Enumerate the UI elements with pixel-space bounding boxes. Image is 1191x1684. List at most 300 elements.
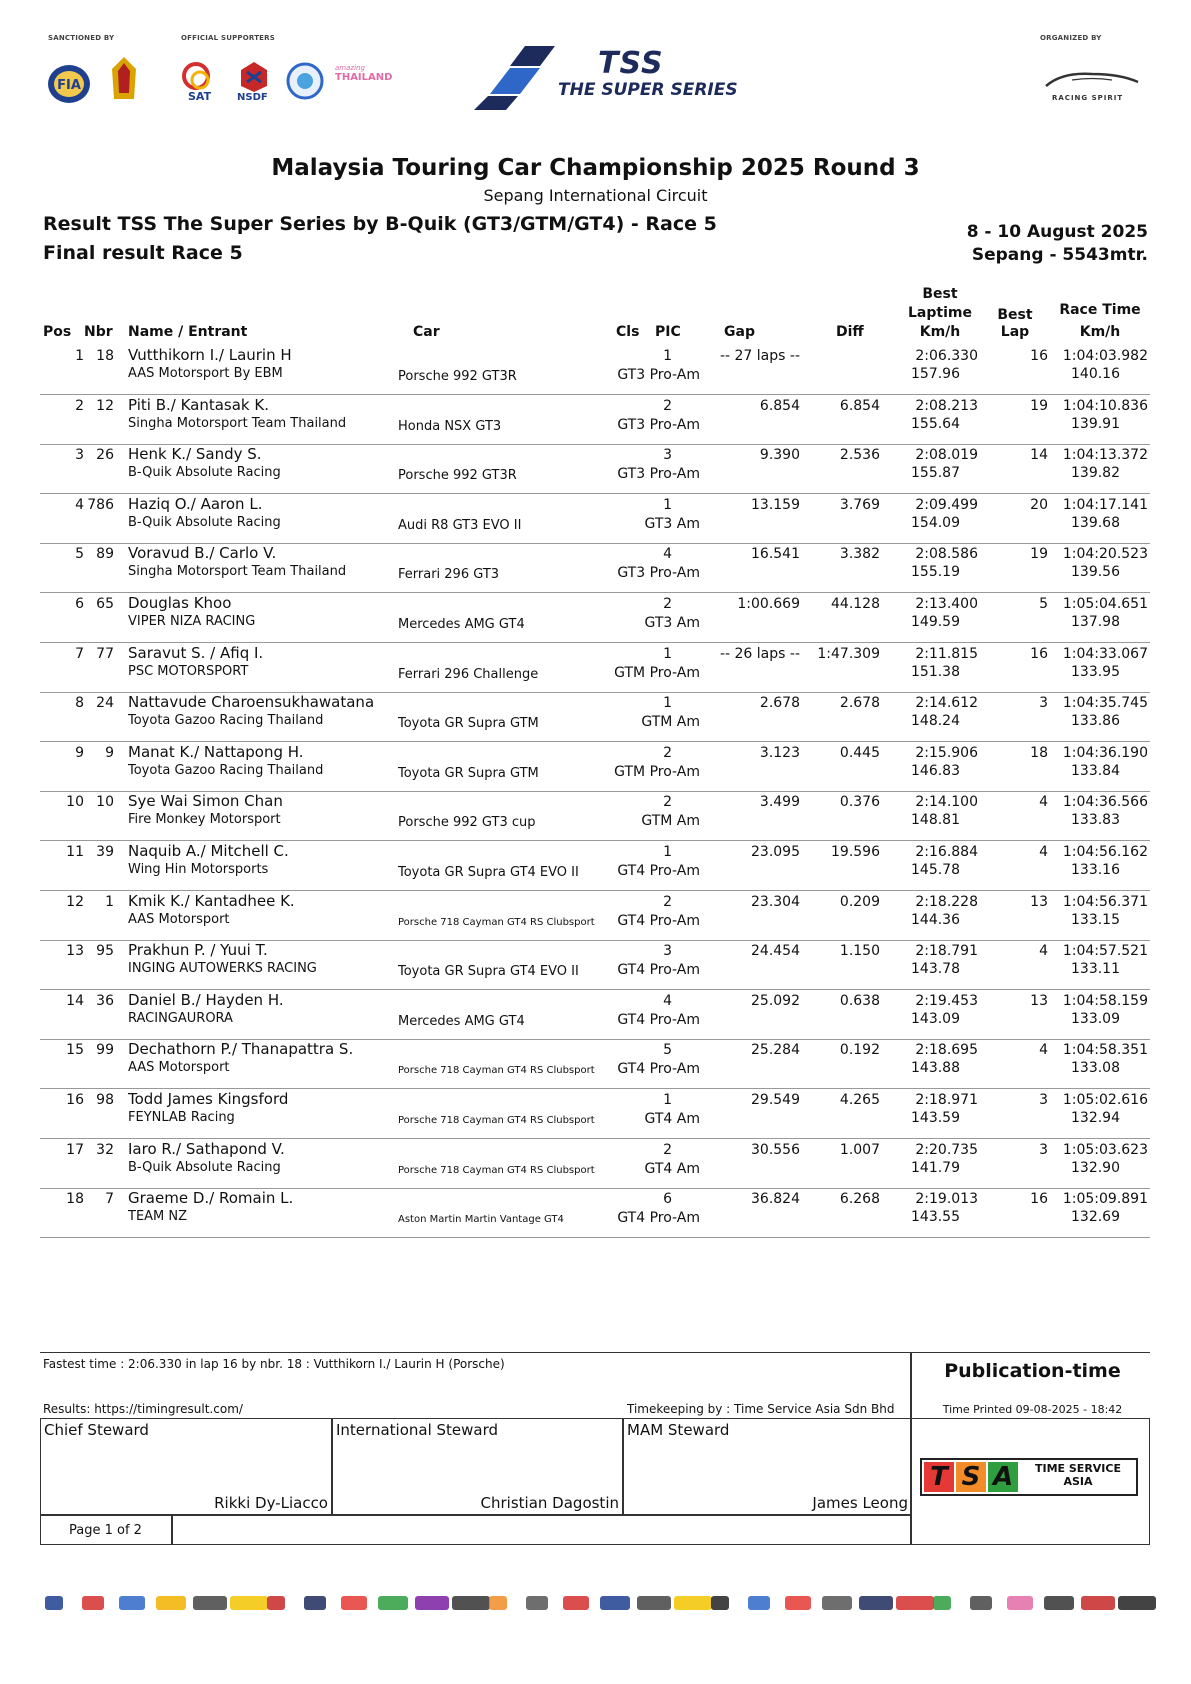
sponsor-logo [785,1596,811,1610]
col-best-lap: Best [997,307,1033,323]
nbr: 12 [96,397,114,414]
pos: 13 [66,943,84,960]
nbr: 24 [96,695,114,712]
pic: 2 [663,744,672,761]
time-printed: Time Printed 09-08-2025 - 18:42 [942,1403,1123,1416]
diff: 1.150 [839,943,880,960]
best-kmh: 141.79 [911,1159,960,1176]
race-kmh: 137.98 [1071,614,1120,630]
nbr: 77 [96,645,114,662]
class: GT3 Pro-Am [617,367,700,383]
best-lap: 19 [1030,546,1048,563]
pos: 7 [75,645,84,662]
best-laptime: 2:11.815 [915,645,978,662]
best-laptime: 2:16.884 [915,844,978,860]
timekeeping: Timekeeping by : Time Service Asia Sdn Bhd [627,1402,895,1416]
table-row [40,643,1150,693]
intl-steward-box [332,1418,623,1515]
driver-name: Vutthikorn I./ Laurin H [128,346,292,364]
race-time: 1:04:56.162 [1062,844,1148,860]
gap: 25.284 [751,1042,800,1059]
sponsor-logo [489,1596,507,1610]
table-row [40,444,1150,494]
race-time: 1:04:56.371 [1062,893,1148,910]
entrant: Toyota Gazoo Racing Thailand [128,762,324,778]
entrant: INGING AUTOWERKS RACING [128,961,317,977]
race-time: 1:04:17.141 [1062,496,1148,513]
gap: 13.159 [751,496,800,513]
col-cls: Cls [616,324,640,340]
pos: 10 [66,794,84,811]
race-time: 1:04:58.159 [1062,992,1148,1009]
gap: 36.824 [751,1191,800,1208]
best-laptime: 2:08.586 [915,546,978,563]
car-model: Mercedes AMG GT4 [398,617,525,632]
organized-label: ORGANIZED BY [1040,34,1102,42]
pic: 2 [663,397,672,414]
entrant: B-Quik Absolute Racing [128,1159,281,1175]
tss-logo-title: TSS [598,46,664,81]
sponsor-logo [1007,1596,1033,1610]
table-row [40,494,1150,544]
table-row [40,742,1150,792]
race-kmh: 132.90 [1071,1159,1120,1176]
gap: 29.549 [751,1092,800,1108]
driver-name: Henk K./ Sandy S. [128,445,262,464]
car-model: Porsche 992 GT3 cup [398,815,536,831]
sponsor-logo [82,1596,104,1610]
col-best-lap-2: Lap [1000,324,1030,340]
class: GTM Am [641,813,700,830]
driver-name: Saravut S. / Afiq I. [128,643,264,662]
thailand-label: THAILAND [335,72,393,83]
tsa-letter-t: T [924,1462,954,1492]
driver-name: Todd James Kingsford [128,1090,289,1108]
pos: 15 [66,1042,84,1059]
race-kmh: 139.82 [1071,465,1120,482]
race-time: 1:04:10.836 [1062,397,1148,414]
best-lap: 16 [1030,348,1048,364]
nbr: 98 [96,1092,114,1108]
race-kmh: 139.56 [1071,564,1120,581]
car-model: Audi R8 GT3 EVO II [398,517,522,533]
class: GTM Pro-Am [614,664,700,681]
pic: 2 [663,893,672,910]
nbr: 65 [96,596,114,612]
entrant: Fire Monkey Motorsport [128,812,281,828]
pic: 1 [663,645,672,662]
best-laptime: 2:18.791 [915,943,978,960]
race-kmh: 140.16 [1071,366,1120,382]
pic: 4 [663,546,672,563]
tsa-logo [920,1458,1138,1496]
nbr: 10 [96,794,114,811]
table-row [40,543,1150,593]
entrant: Wing Hin Motorsports [128,862,269,877]
best-kmh: 144.36 [911,911,960,928]
sponsor-logo [711,1596,729,1610]
race-kmh: 133.11 [1071,961,1120,978]
class: GT4 Pro-Am [617,1011,700,1028]
driver-name: Douglas Khoo [128,594,232,612]
pic: 6 [663,1191,672,1208]
blue-circle-logo [286,62,324,104]
sponsor-logo [378,1596,408,1610]
best-kmh: 143.78 [911,961,960,978]
racing-spirit-label: RACING SPIRIT [1052,94,1124,102]
pos: 8 [75,695,84,712]
car-model: Ferrari 296 Challenge [398,666,539,682]
tsa-name [1022,1462,1134,1488]
race-kmh: 132.94 [1071,1110,1120,1126]
intl-steward-name: Christian Dagostin [480,1494,619,1512]
gap: 16.541 [751,546,800,563]
nbr: 32 [96,1141,114,1158]
table-row [40,692,1150,742]
table-row [40,791,1150,841]
result-title: Result TSS The Super Series by B-Quik (GT3/GTM/GT4) - Race 5 [43,213,717,235]
pos: 6 [75,596,84,612]
col-best-laptime-2: Laptime [908,305,972,321]
driver-name: Haziq O./ Aaron L. [128,494,263,513]
pos: 3 [75,447,84,464]
best-kmh: 145.78 [911,862,960,878]
page-number: Page 1 of 2 [69,1523,142,1538]
car-model: Ferrari 296 GT3 [398,567,500,583]
race-time: 1:04:36.566 [1062,794,1148,811]
entrant: AAS Motorsport By EBM [128,366,283,381]
race-kmh: 133.09 [1071,1010,1120,1027]
nbr: 7 [105,1191,114,1208]
entrant: AAS Motorsport [128,1060,230,1076]
race-kmh: 133.86 [1071,713,1120,730]
car-model: Toyota GR Supra GT4 EVO II [398,964,579,980]
driver-name: Graeme D./ Romain L. [128,1189,294,1208]
sponsor-logo [119,1596,145,1610]
race-kmh: 139.91 [1071,415,1120,432]
nbr: 99 [96,1042,114,1059]
pos: 14 [66,992,84,1009]
class: GT3 Am [644,615,700,631]
race-time: 1:04:03.982 [1062,348,1148,364]
pos: 11 [66,844,84,860]
entrant: VIPER NIZA RACING [128,614,256,629]
best-kmh: 143.55 [911,1209,960,1226]
col-pos: Pos [43,324,72,340]
sponsor-logo [1081,1596,1115,1610]
entrant: TEAM NZ [128,1209,188,1225]
tsa-name-line2: ASIA [1063,1475,1093,1488]
mam-steward-box [623,1418,912,1515]
best-laptime: 2:08.019 [915,447,978,464]
diff: 0.376 [839,794,880,811]
class: GT4 Am [644,1111,700,1127]
car-model: Toyota GR Supra GTM [398,716,539,732]
nbr: 18 [96,348,114,364]
class: GT3 Pro-Am [617,565,700,582]
best-lap: 19 [1030,397,1048,414]
tss-mark-icon [470,42,560,116]
race-kmh: 133.15 [1071,911,1120,928]
fia-logo [47,64,91,108]
driver-name: Kmik K./ Kantadhee K. [128,891,295,910]
footer-divider [40,1352,1150,1353]
pic: 1 [663,496,672,513]
sanctioned-label: SANCTIONED BY [48,34,115,42]
driver-name: Dechathorn P./ Thanapattra S. [128,1040,354,1059]
race-kmh: 133.83 [1071,812,1120,829]
best-laptime: 2:20.735 [915,1141,978,1158]
best-kmh: 146.83 [911,762,960,779]
class: GT4 Pro-Am [617,1061,700,1078]
sponsor-logo [748,1596,770,1610]
race-time: 1:04:20.523 [1062,546,1148,563]
table-row [40,940,1150,990]
best-laptime: 2:13.400 [915,596,978,612]
entrant: PSC MOTORSPORT [128,663,249,679]
best-lap: 3 [1039,695,1048,712]
nbr: 26 [96,447,114,464]
col-best-laptime-3: Km/h [919,324,961,340]
diff: 4.265 [839,1092,880,1108]
best-laptime: 2:18.228 [915,893,978,910]
col-name: Name / Entrant [128,324,248,340]
race-time: 1:04:33.067 [1062,645,1148,662]
pos: 17 [66,1141,84,1158]
table-row [40,990,1150,1040]
sponsor-logo [415,1596,449,1610]
best-kmh: 143.88 [911,1060,960,1077]
race-time: 1:04:57.521 [1062,943,1148,960]
best-lap: 4 [1039,794,1048,811]
driver-name: Nattavude Charoensukhawatana [128,693,375,712]
pos: 4 [75,496,84,513]
pos: 9 [75,744,84,761]
supporters-label: OFFICIAL SUPPORTERS [181,34,275,42]
nsdf-logo [237,60,271,103]
sponsor-logo [304,1596,326,1610]
nbr: 36 [96,992,114,1009]
race-time: 1:05:02.616 [1062,1092,1148,1108]
pic: 5 [663,1042,672,1059]
chief-steward-name: Rikki Dy-Liacco [214,1494,328,1512]
best-lap: 5 [1039,596,1048,612]
best-lap: 20 [1030,496,1048,513]
driver-name: Naquib A./ Mitchell C. [128,842,289,860]
best-lap: 13 [1030,992,1048,1009]
race-time: 1:04:36.190 [1062,744,1148,761]
best-kmh: 151.38 [911,663,960,680]
tss-logo-subtitle: THE SUPER SERIES [558,80,738,100]
best-lap: 3 [1039,1141,1048,1158]
pic: 1 [663,695,672,712]
car-model: Aston Martin Martin Vantage GT4 [398,1214,564,1226]
diff: 1.007 [839,1141,880,1158]
car-model: Toyota GR Supra GT4 EVO II [398,865,579,880]
best-laptime: 2:18.971 [915,1092,978,1108]
sponsor-logo [1044,1596,1074,1610]
diff: 1:47.309 [817,645,880,662]
col-diff: Diff [836,324,864,340]
pic: 2 [663,596,672,612]
best-kmh: 157.96 [911,366,960,382]
table-row [40,345,1150,395]
nbr: 39 [96,844,114,860]
diff: 6.854 [839,397,880,414]
car-model: Porsche 992 GT3R [398,369,517,384]
diff: 19.596 [831,844,880,860]
best-kmh: 155.19 [911,564,960,581]
class: GT4 Pro-Am [617,962,700,979]
car-model: Porsche 718 Cayman GT4 RS Clubsport [398,1115,595,1126]
table-row [40,1039,1150,1089]
best-lap: 4 [1039,1042,1048,1059]
car-model: Porsche 718 Cayman GT4 RS Clubsport [398,916,595,928]
table-row [40,1139,1150,1189]
col-race-time: Race Time [1059,302,1141,318]
driver-name: Voravud B./ Carlo V. [128,544,277,563]
thailand-logo: amazing THAILAND [335,64,393,83]
nbr: 786 [87,496,114,513]
sponsor-logo [452,1596,490,1610]
best-laptime: 2:08.213 [915,397,978,414]
pic: 2 [663,794,672,811]
crest-logo [110,55,138,107]
pos: 1 [75,348,84,364]
driver-name: Sye Wai Simon Chan [128,792,283,811]
entrant: Toyota Gazoo Racing Thailand [128,713,324,729]
best-kmh: 148.81 [911,812,960,829]
page-title: Malaysia Touring Car Championship 2025 Round 3 [271,155,920,181]
publication-label: Publication-time [944,1360,1121,1382]
gap: 24.454 [751,943,800,960]
best-kmh: 148.24 [911,713,960,730]
race-time: 1:04:58.351 [1062,1042,1148,1059]
tsa-letter-s: S [956,1462,986,1492]
class: GT3 Pro-Am [617,466,700,483]
class: GT3 Pro-Am [617,416,700,433]
best-lap: 16 [1030,645,1048,662]
diff: 0.638 [839,992,880,1009]
nbr: 95 [96,943,114,960]
gap: -- 26 laps -- [719,645,800,662]
best-lap: 3 [1039,1092,1048,1108]
pic: 1 [663,1092,672,1108]
gap: 1:00.669 [737,596,800,612]
col-race-time-2: Km/h [1079,324,1121,340]
diff: 0.192 [839,1042,880,1059]
sponsor-logo [45,1596,63,1610]
race-kmh: 133.08 [1071,1060,1120,1077]
diff: 3.382 [839,546,880,563]
col-gap: Gap [724,324,755,340]
entrant: AAS Motorsport [128,911,230,927]
race-kmh: 139.68 [1071,514,1120,531]
gap: 23.304 [751,893,800,910]
sponsor-logo [600,1596,630,1610]
car-model: Mercedes AMG GT4 [398,1013,525,1029]
best-kmh: 155.87 [911,465,960,482]
svg-text:FIA: FIA [57,78,81,93]
intl-steward-label: International Steward [336,1421,499,1439]
best-laptime: 2:14.100 [915,794,978,811]
pos: 12 [66,893,84,910]
class: GTM Pro-Am [614,763,700,780]
best-lap: 4 [1039,943,1048,960]
car-model: Honda NSX GT3 [398,418,502,434]
race-time: 1:05:03.623 [1062,1141,1148,1158]
best-lap: 14 [1030,447,1048,464]
driver-name: Manat K./ Nattapong H. [128,742,304,761]
venue: Sepang International Circuit [483,186,708,205]
chief-steward-label: Chief Steward [44,1421,149,1439]
best-lap: 4 [1039,844,1048,860]
best-laptime: 2:19.453 [915,992,978,1009]
tsa-letter-a: A [988,1462,1018,1492]
fastest-time: Fastest time : 2:06.330 in lap 16 by nbr. 18 : Vutthikorn I./ Laurin H (Porsche) [43,1357,505,1371]
car-model: Porsche 992 GT3R [398,468,517,484]
tsa-name-line1: TIME SERVICE [1035,1462,1121,1475]
best-kmh: 143.59 [911,1110,960,1126]
best-kmh: 155.64 [911,415,960,432]
pos: 16 [66,1092,84,1108]
pic: 1 [663,844,672,860]
race-time: 1:04:13.372 [1062,447,1148,464]
chief-steward-box [40,1418,332,1515]
diff: 2.678 [839,695,880,712]
diff: 2.536 [839,447,880,464]
class: GTM Am [641,714,700,731]
sat-logo [180,60,216,110]
diff: 6.268 [839,1191,880,1208]
gap: 30.556 [751,1141,800,1158]
pic: 3 [663,447,672,464]
nbr: 89 [96,546,114,563]
entrant: B-Quik Absolute Racing [128,514,281,530]
sponsor-logo [156,1596,186,1610]
gap: -- 27 laps -- [719,348,800,364]
sponsor-logo [526,1596,548,1610]
car-model: Porsche 718 Cayman GT4 RS Clubsport [398,1164,595,1176]
pos: 5 [75,546,84,563]
driver-name: Piti B./ Kantasak K. [128,395,269,414]
gap: 6.854 [759,397,800,414]
best-lap: 16 [1030,1191,1048,1208]
entrant: B-Quik Absolute Racing [128,465,281,481]
sponsor-logo [896,1596,934,1610]
car-model: Porsche 718 Cayman GT4 RS Clubsport [398,1065,595,1077]
gap: 3.499 [759,794,800,811]
sponsor-logo [674,1596,712,1610]
table-row [40,1089,1150,1139]
best-kmh: 149.59 [911,614,960,630]
best-lap: 13 [1030,893,1048,910]
class: GT3 Am [644,515,700,532]
best-laptime: 2:14.612 [915,695,978,712]
best-kmh: 143.09 [911,1010,960,1027]
table-row [40,841,1150,891]
diff: 0.445 [839,744,880,761]
best-laptime: 2:09.499 [915,496,978,513]
results-url[interactable]: Results: https://timingresult.com/ [43,1402,243,1416]
nbr: 9 [105,744,114,761]
diff: 0.209 [839,893,880,910]
gap: 25.092 [751,992,800,1009]
nsdf-label: NSDF [237,92,268,103]
sponsor-logo [563,1596,589,1610]
gap: 23.095 [751,844,800,860]
table-row [40,891,1150,941]
